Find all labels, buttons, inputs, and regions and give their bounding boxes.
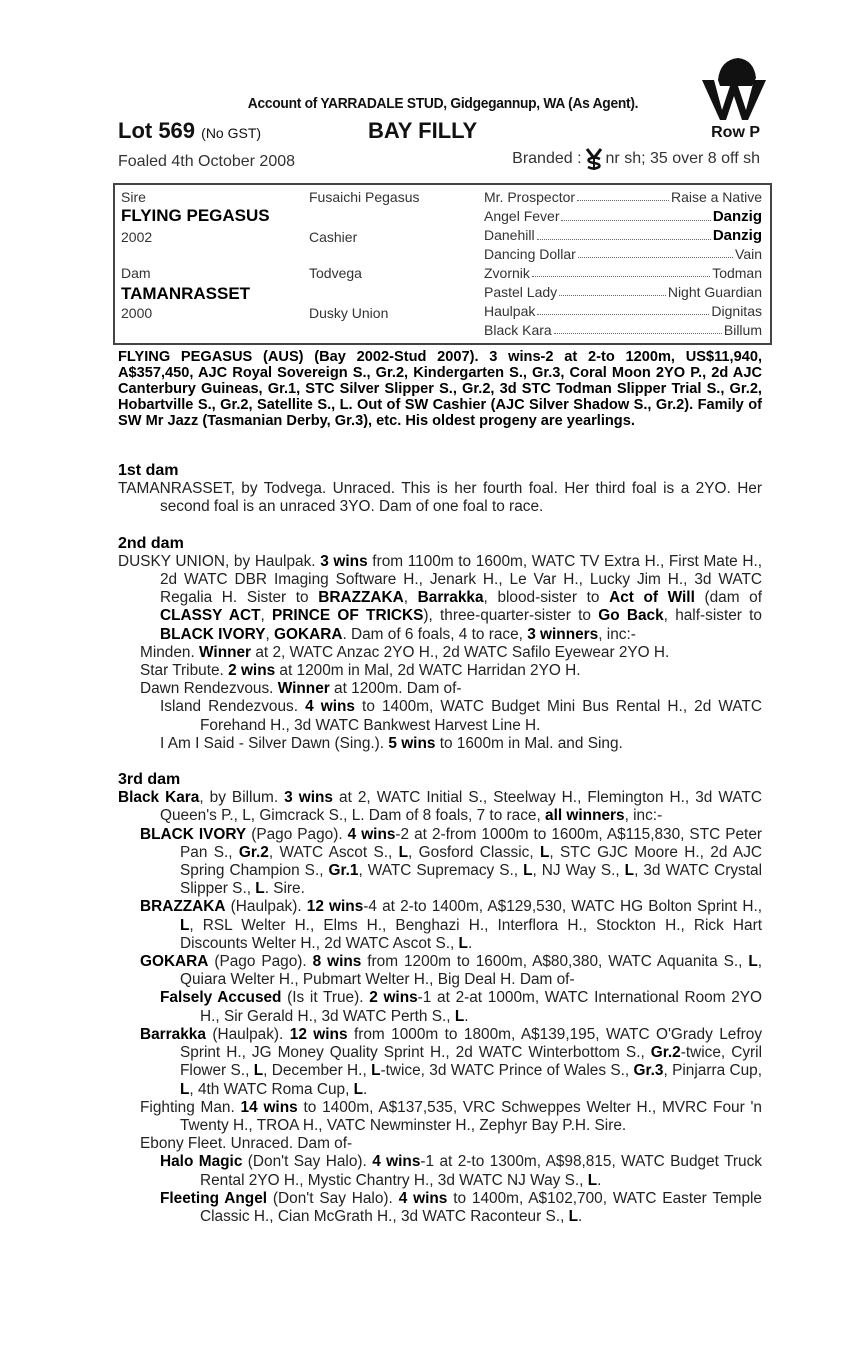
- brand-mark-icon: [585, 148, 603, 170]
- pedigree-gen3-row: [484, 284, 762, 300]
- highlight-text: 2 wins: [369, 989, 418, 1007]
- highlight-text: 4 wins: [372, 1153, 421, 1171]
- highlight-text: L: [624, 862, 635, 880]
- gen3-horse: Danehill: [484, 227, 535, 243]
- dam-label: Dam: [121, 265, 151, 281]
- entry-text: Ebony Fleet. Unraced. Dam of-: [140, 1135, 353, 1153]
- gen3-sire: Danzig: [712, 227, 762, 244]
- entry-text: to 1400m, WATC Budget Mini Bus Rental H., 2d WATC Forehand H., 3d WATC Bankwest Harvest Line H.: [200, 698, 762, 734]
- highlight-text: L: [371, 1062, 381, 1080]
- sire-sire: Fusaichi Pegasus: [309, 189, 420, 205]
- entry-text: .: [464, 1007, 469, 1025]
- gen3-sire: Raise a Native: [670, 189, 762, 205]
- highlight-text: 2 wins: [228, 662, 276, 680]
- highlight-text: L: [540, 843, 550, 861]
- pedigree-table: [113, 183, 772, 345]
- highlight-text: 4 wins: [305, 698, 355, 716]
- entry-text: , inc:-: [598, 625, 636, 643]
- stable-row: Row P: [711, 124, 760, 141]
- brand-text: nr sh; 35 over 8 off sh: [605, 150, 760, 167]
- highlight-text: L: [180, 916, 190, 934]
- entry-text: at 2, WATC Initial S., Steelway H., Flemington H., 3d WATC Queen's P., L, Gimcrack S., L. Dam of 8 foals, 7 to race,: [160, 789, 762, 825]
- leader-dots: [561, 208, 710, 221]
- entry-text: , 3d WATC Crystal Slipper S.,: [180, 862, 763, 898]
- entry-text: , Quiara Welter H., Pubmart Welter H., Big Deal H. Dam of-: [180, 953, 763, 989]
- highlight-text: L: [180, 1080, 190, 1098]
- highlight-text: GOKARA: [274, 625, 343, 643]
- entry-text: (Don't Say Halo).: [242, 1153, 373, 1171]
- highlight-text: 3 wins: [320, 552, 368, 570]
- pedigree-gen3-row: [484, 322, 762, 338]
- sire-label: Sire: [121, 189, 146, 205]
- entry-text: , RSL Welter H., Elms H., Benghazi H., Interflora H., Stockton H., Rick Hart Discounts Welter H., 2d WATC Ascot S.,: [180, 916, 762, 952]
- highlight-text: L: [523, 862, 533, 880]
- entry-text: Island Rendezvous.: [160, 698, 306, 716]
- entry-text: . Sire.: [264, 880, 305, 898]
- pedigree-gen3-row: [484, 189, 762, 205]
- entry-text: , by Billum.: [199, 789, 285, 807]
- entry-text: ,: [260, 607, 273, 625]
- family-entry: [118, 789, 762, 825]
- entry-text: at 1200m in Mal, 2d WATC Harridan 2YO H.: [275, 662, 581, 680]
- dam-year: 2000: [121, 305, 153, 321]
- sire-name: FLYING PEGASUS: [121, 206, 270, 225]
- highlight-text: L: [458, 934, 468, 952]
- entry-text: (Don't Say Halo).: [267, 1189, 399, 1207]
- entry-text: , WATC Supremacy S.,: [358, 862, 524, 880]
- pedigree-gen3-row: [484, 303, 762, 319]
- highlight-text: L: [255, 880, 265, 898]
- gen3-sire: Vain: [735, 246, 762, 262]
- entry-text: , NJ Way S.,: [532, 862, 625, 880]
- entry-text: Fighting Man.: [140, 1098, 241, 1116]
- entry-text: -1 at 2-at 1000m, WATC International Room 2YO H., Sir Gerald H., 3d WATC Perth S.,: [200, 989, 763, 1025]
- family-entry: [118, 662, 762, 680]
- family-entry: [118, 1135, 762, 1153]
- highlight-text: BRAZZAKA: [140, 898, 226, 916]
- highlight-text: Falsely Accused: [160, 989, 282, 1007]
- family-entry: [118, 953, 762, 989]
- highlight-text: Gr.1: [328, 862, 359, 880]
- gen3-horse: Zvornik: [484, 265, 530, 281]
- entry-text: .: [597, 1171, 602, 1189]
- family-entry: [118, 644, 762, 662]
- gen3-sire: Todman: [712, 265, 762, 281]
- entry-text: . Dam of 6 foals, 4 to race,: [342, 625, 528, 643]
- entry-text: ,: [403, 589, 418, 607]
- gen3-sire: Billum: [723, 322, 762, 338]
- gen3-sire: Night Guardian: [667, 284, 762, 300]
- entry-text: from 1000m to 1800m, A$139,195, WATC O'Grady Lefroy Sprint H., JG Money Quality Sprint H., 2d WATC Winterbottom S.,: [180, 1025, 763, 1062]
- family-entry: [118, 698, 762, 734]
- highlight-text: L: [748, 953, 758, 971]
- highlight-text: Halo Magic: [160, 1153, 243, 1171]
- gen3-horse: Black Kara: [484, 322, 552, 338]
- entry-text: (Is it True).: [281, 989, 370, 1007]
- family-entry: [118, 1153, 762, 1189]
- entry-text: at 1200m. Dam of-: [329, 680, 462, 698]
- highlight-text: L: [587, 1171, 598, 1189]
- leader-dots: [537, 227, 711, 240]
- entry-text: I Am I Said - Silver Dawn (Sing.).: [160, 734, 389, 752]
- highlight-text: BLACK IVORY: [160, 625, 266, 643]
- highlight-text: Gr.2: [650, 1044, 681, 1062]
- entry-text: , blood-sister to: [483, 589, 610, 607]
- family-entry: [118, 1190, 762, 1226]
- entry-text: , WATC Ascot S.,: [268, 843, 399, 861]
- entry-text: from 1200m to 1600m, A$80,380, WATC Aquanita S.,: [361, 953, 749, 971]
- gen3-sire: Dignitas: [711, 303, 762, 319]
- gen3-horse: Pastel Lady: [484, 284, 558, 300]
- entry-text: .: [363, 1080, 368, 1098]
- gen3-horse: Mr. Prospector: [484, 189, 576, 205]
- highlight-text: L: [353, 1080, 364, 1098]
- sire-year: 2002: [121, 229, 153, 245]
- entry-text: -2 at 2-from 1000m to 1600m, A$115,830, STC Peter Pan S.,: [180, 825, 762, 861]
- dam-dam: Dusky Union: [309, 305, 389, 321]
- section-heading: 2nd dam: [118, 534, 184, 552]
- highlight-text: Fleeting Angel: [160, 1189, 268, 1207]
- highlight-text: L: [454, 1007, 465, 1025]
- entry-text: .: [578, 1207, 583, 1225]
- gen3-sire: Danzig: [712, 208, 762, 225]
- highlight-text: L: [568, 1207, 579, 1225]
- gen3-horse: Haulpak: [484, 303, 536, 319]
- entry-text: Dawn Rendezvous.: [140, 680, 278, 698]
- gen3-horse: Dancing Dollar: [484, 246, 576, 262]
- entry-text: , 4th WATC Roma Cup,: [189, 1080, 354, 1098]
- entry-text: Star Tribute.: [140, 662, 229, 680]
- entry-text: (Haulpak).: [205, 1025, 290, 1043]
- entry-text: to 1400m, A$137,535, VRC Schweppes Welter H., MVRC Four 'n Twenty H., TROA H., VATC Newminster H., Zephyr Bay P.H. Sire.: [180, 1098, 762, 1134]
- highlight-text: 5 wins: [388, 734, 436, 752]
- entry-text: from 1100m to 1600m, WATC TV Extra H., First Mate H., 2d WATC DBR Imaging Software H., Jenark H., Le Var H., Lucky Jim H., 3d WATC Regalia H. Sister to: [160, 552, 763, 607]
- brand-info: [512, 148, 760, 170]
- highlight-text: Winner: [199, 643, 252, 661]
- dam-sire: Todvega: [309, 265, 362, 281]
- entry-text: , Gosford Classic,: [408, 843, 540, 861]
- entry-text: (Pago Pago).: [246, 825, 348, 843]
- highlight-text: L: [398, 843, 409, 861]
- entry-text: to 1600m in Mal. and Sing.: [435, 734, 623, 752]
- entry-text: ,: [265, 625, 275, 643]
- highlight-text: 14 wins: [240, 1098, 298, 1116]
- highlight-text: Gr.3: [633, 1062, 664, 1080]
- lot-number: [118, 118, 261, 144]
- family-entry: [118, 1026, 762, 1099]
- highlight-text: PRINCE OF TRICKS: [272, 607, 424, 625]
- entry-text: Minden.: [140, 643, 200, 661]
- entry-text: , STC GJC Moore H., 2d AJC Spring Champion S.,: [180, 843, 762, 880]
- family-entry: [118, 680, 762, 698]
- family-entry: [118, 1099, 762, 1135]
- entry-text: -twice, Cyril Flower S.,: [180, 1044, 762, 1080]
- highlight-text: 12 wins: [306, 898, 364, 916]
- entry-text: (dam of: [694, 589, 762, 607]
- highlight-text: all winners: [545, 807, 625, 825]
- entry-text: , December H.,: [263, 1062, 372, 1080]
- sire-dam: Cashier: [309, 229, 358, 245]
- lot-label: Lot 569: [118, 118, 196, 143]
- entry-text: at 2, WATC Anzac 2YO H., 2d WATC Safilo Eyewear 2YO H.: [251, 643, 670, 661]
- highlight-text: Black Kara: [118, 789, 200, 807]
- family-entry: [118, 989, 762, 1025]
- entry-text: , inc:-: [624, 807, 663, 825]
- vendor-account: Account of YARRADALE STUD, Gidgegannup, WA (As Agent).: [247, 95, 639, 112]
- dam-name: TAMANRASSET: [121, 284, 251, 303]
- highlight-text: BLACK IVORY: [140, 825, 247, 843]
- entry-text: TAMANRASSET, by Todvega. Unraced. This is her fourth foal. Her third foal is a 2YO. Her second foal is an unraced 3YO. Dam of one foal to race.: [118, 480, 762, 516]
- highlight-text: Barrakka: [417, 589, 484, 607]
- family-details: [118, 462, 762, 1226]
- leader-dots: [537, 303, 709, 315]
- highlight-text: Winner: [277, 680, 330, 698]
- family-entry: [118, 826, 762, 899]
- leader-dots: [577, 189, 669, 201]
- horse-sex-colour: BAY FILLY: [368, 118, 478, 143]
- highlight-text: 12 wins: [289, 1025, 348, 1043]
- entry-text: , half-sister to: [663, 607, 762, 625]
- entry-text: to 1400m, A$102,700, WATC Easter Temple Classic H., Cian McGrath H., 3d WATC Raconteur S.,: [200, 1189, 762, 1225]
- highlight-text: CLASSY ACT: [160, 607, 261, 625]
- pedigree-gen3-row: [484, 265, 762, 281]
- highlight-text: Gr.2: [238, 843, 269, 861]
- gen3-horse: Angel Fever: [484, 208, 560, 224]
- entry-text: -twice, 3d WATC Prince of Wales S.,: [380, 1062, 634, 1080]
- entry-text: -1 at 2-to 1300m, A$98,815, WATC Budget Truck Rental 2YO H., Mystic Chantry H., 3d WATC NJ Way S.,: [200, 1153, 762, 1189]
- entry-text: (Haulpak).: [225, 898, 307, 916]
- highlight-text: 3 winners: [527, 625, 599, 643]
- leader-dots: [578, 246, 733, 258]
- entry-text: DUSKY UNION, by Haulpak.: [118, 552, 321, 570]
- highlight-text: Barrakka: [140, 1025, 206, 1043]
- section-heading: 1st dam: [118, 462, 179, 479]
- highlight-text: 8 wins: [312, 953, 362, 971]
- highlight-text: 4 wins: [347, 825, 396, 843]
- pedigree-gen3-row: [484, 246, 762, 262]
- leader-dots: [532, 265, 710, 277]
- entry-text: ), three-quarter-sister to: [423, 607, 599, 625]
- entry-text: (Pago Pago).: [208, 953, 313, 971]
- entry-text: -4 at 2-to 1400m, A$129,530, WATC HG Bolton Sprint H.,: [363, 898, 763, 916]
- family-entry: [118, 898, 762, 953]
- highlight-text: BRAZZAKA: [318, 589, 404, 607]
- section-heading: 3rd dam: [118, 771, 181, 789]
- highlight-text: Act of Will: [609, 589, 695, 607]
- pedigree-gen3-row: [484, 227, 762, 244]
- leader-dots: [559, 284, 666, 296]
- branded-label: Branded :: [512, 150, 582, 167]
- entry-text: , Pinjarra Cup,: [663, 1062, 762, 1080]
- family-entry: [118, 480, 762, 516]
- highlight-text: GOKARA: [140, 953, 209, 971]
- foaled-date: Foaled 4th October 2008: [118, 153, 296, 170]
- family-entry: [118, 735, 762, 753]
- pedigree-gen3-row: [484, 208, 762, 225]
- family-entry: [118, 553, 762, 644]
- entry-text: .: [467, 934, 473, 952]
- highlight-text: Go Back: [598, 607, 664, 625]
- leader-dots: [554, 322, 722, 334]
- highlight-text: L: [253, 1062, 264, 1080]
- sire-summary: FLYING PEGASUS (AUS) (Bay 2002-Stud 2007). 3 wins-2 at 2-to 1200m, US$11,940, A$357,450, AJC Royal Sovereign S., Gr.2, Kindergarten S., Gr.3, Coral Moon 2YO P., 2d AJC Canterbury Guineas, Gr.1, STC Silver Slipper S., Gr.2, 3d STC Todman Slipper Trial S., Gr.2, Hobartville S., Gr.2, Satellite S., L. Out of SW Cashier (AJC Silver Shadow S., Gr.2). Family of SW Mr Jazz (Tasmanian Derby, Gr.3), etc. His oldest progeny are yearlings.: [118, 349, 762, 429]
- gst-note: (No GST): [201, 125, 262, 141]
- divider: [113, 344, 770, 345]
- highlight-text: 4 wins: [398, 1189, 448, 1207]
- highlight-text: 3 wins: [284, 789, 333, 807]
